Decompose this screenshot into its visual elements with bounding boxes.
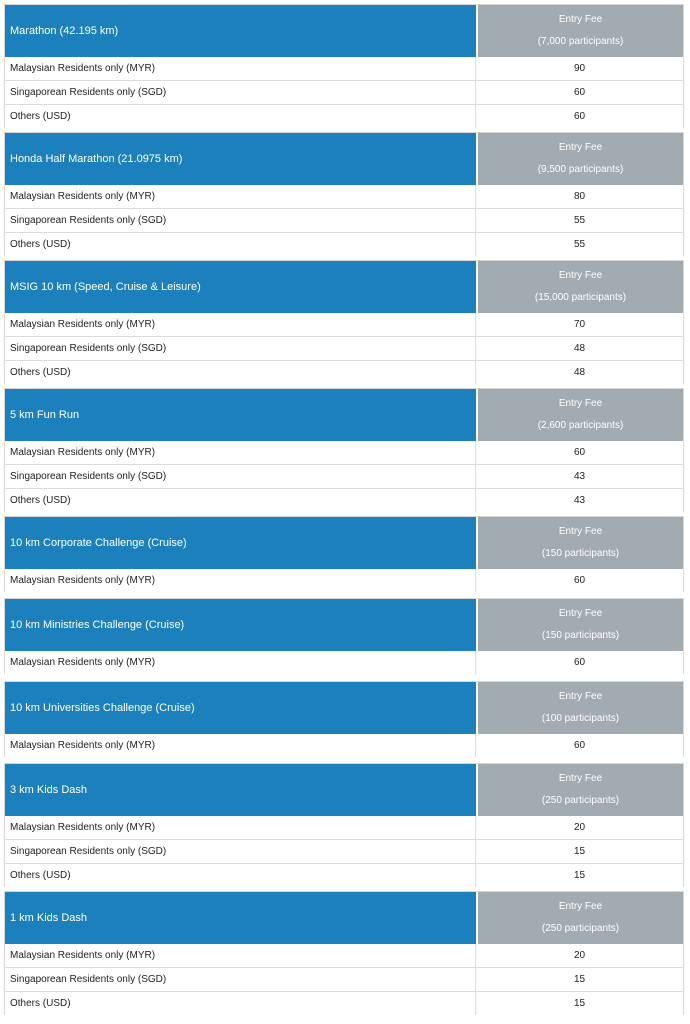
- table-row: [5, 992, 683, 1015]
- section-header: [5, 892, 683, 944]
- residency-label: Malaysian Residents only (MYR): [5, 569, 476, 592]
- table-row: [5, 233, 683, 256]
- residency-label: Malaysian Residents only (MYR): [5, 816, 476, 839]
- entry-fee-header: [476, 517, 683, 569]
- participants-count: (250 participants): [541, 923, 620, 934]
- residency-label: Others (USD): [5, 864, 476, 887]
- fee-value: 60: [573, 447, 586, 458]
- race-section: [4, 4, 684, 128]
- table-row: [5, 816, 683, 840]
- race-section: [4, 681, 684, 757]
- table-row: [5, 489, 683, 512]
- residency-label: Singaporean Residents only (SGD): [5, 81, 476, 104]
- fee-value: 60: [573, 87, 586, 98]
- section-header: [5, 389, 683, 441]
- entry-fee-label: Entry Fee: [558, 270, 603, 281]
- fee-value: 70: [573, 319, 586, 330]
- fee-value: 60: [573, 740, 586, 751]
- table-row: [5, 944, 683, 968]
- race-title: 5 km Fun Run: [5, 389, 476, 441]
- residency-label: Malaysian Residents only (MYR): [5, 734, 476, 757]
- entry-fee-label: Entry Fee: [558, 526, 603, 537]
- race-section: [4, 891, 684, 1015]
- entry-fee-header: [476, 892, 683, 944]
- residency-label: Malaysian Residents only (MYR): [5, 57, 476, 80]
- race-section: [4, 763, 684, 887]
- fee-value: 43: [573, 471, 586, 482]
- residency-label: Malaysian Residents only (MYR): [5, 185, 476, 208]
- residency-label: Malaysian Residents only (MYR): [5, 313, 476, 336]
- race-title: 10 km Ministries Challenge (Cruise): [5, 599, 476, 651]
- section-header: [5, 133, 683, 185]
- race-title: 10 km Corporate Challenge (Cruise): [5, 517, 476, 569]
- residency-label: Singaporean Residents only (SGD): [5, 337, 476, 360]
- fee-value: 90: [573, 63, 586, 74]
- table-row: [5, 185, 683, 209]
- entry-fee-header: [476, 599, 683, 651]
- entry-fee-label: Entry Fee: [558, 398, 603, 409]
- entry-fee-header: [476, 5, 683, 57]
- fee-value: 55: [573, 239, 586, 250]
- table-row: [5, 361, 683, 384]
- entry-fee-header: [476, 261, 683, 313]
- residency-label: Malaysian Residents only (MYR): [5, 651, 476, 674]
- participants-count: (7,000 participants): [537, 36, 624, 47]
- entry-fee-header: [476, 764, 683, 816]
- participants-count: (9,500 participants): [537, 164, 624, 175]
- race-title: Honda Half Marathon (21.0975 km): [5, 133, 476, 185]
- entry-fee-label: Entry Fee: [558, 901, 603, 912]
- residency-label: Singaporean Residents only (SGD): [5, 209, 476, 232]
- fee-value: 15: [573, 974, 586, 985]
- fee-value: 80: [573, 191, 586, 202]
- residency-label: Others (USD): [5, 361, 476, 384]
- fee-value: 55: [573, 215, 586, 226]
- fee-value: 15: [573, 998, 586, 1009]
- entry-fee-label: Entry Fee: [558, 14, 603, 25]
- table-row: [5, 840, 683, 864]
- race-section: [4, 132, 684, 256]
- section-header: [5, 764, 683, 816]
- residency-label: Others (USD): [5, 489, 476, 512]
- residency-label: Malaysian Residents only (MYR): [5, 441, 476, 464]
- table-row: [5, 651, 683, 674]
- fee-value: 15: [573, 870, 586, 881]
- race-title: MSIG 10 km (Speed, Cruise & Leisure): [5, 261, 476, 313]
- participants-count: (150 participants): [541, 548, 620, 559]
- race-section: [4, 516, 684, 592]
- residency-label: Others (USD): [5, 992, 476, 1015]
- table-row: [5, 734, 683, 757]
- entry-fee-header: [476, 682, 683, 734]
- section-header: [5, 599, 683, 651]
- table-row: [5, 569, 683, 592]
- residency-label: Singaporean Residents only (SGD): [5, 968, 476, 991]
- fee-value: 20: [573, 950, 586, 961]
- section-header: [5, 261, 683, 313]
- residency-label: Singaporean Residents only (SGD): [5, 840, 476, 863]
- residency-label: Others (USD): [5, 233, 476, 256]
- fee-value: 15: [573, 846, 586, 857]
- race-section: [4, 260, 684, 384]
- fee-value: 20: [573, 822, 586, 833]
- entry-fee-label: Entry Fee: [558, 691, 603, 702]
- participants-count: (15,000 participants): [534, 292, 627, 303]
- entry-fee-header: [476, 389, 683, 441]
- participants-count: (250 participants): [541, 795, 620, 806]
- table-row: [5, 105, 683, 128]
- race-section: [4, 388, 684, 512]
- residency-label: Others (USD): [5, 105, 476, 128]
- entry-fee-label: Entry Fee: [558, 773, 603, 784]
- fee-value: 60: [573, 575, 586, 586]
- fee-value: 60: [573, 657, 586, 668]
- race-title: 1 km Kids Dash: [5, 892, 476, 944]
- table-row: [5, 968, 683, 992]
- participants-count: (150 participants): [541, 630, 620, 641]
- section-header: [5, 5, 683, 57]
- table-row: [5, 864, 683, 887]
- race-title: Marathon (42.195 km): [5, 5, 476, 57]
- entry-fee-header: [476, 133, 683, 185]
- entry-fee-label: Entry Fee: [558, 608, 603, 619]
- table-row: [5, 81, 683, 105]
- race-title: 3 km Kids Dash: [5, 764, 476, 816]
- table-row: [5, 209, 683, 233]
- participants-count: (2,600 participants): [537, 420, 624, 431]
- table-row: [5, 337, 683, 361]
- fee-value: 43: [573, 495, 586, 506]
- fee-value: 48: [573, 367, 586, 378]
- table-row: [5, 313, 683, 337]
- residency-label: Singaporean Residents only (SGD): [5, 465, 476, 488]
- race-title: 10 km Universities Challenge (Cruise): [5, 682, 476, 734]
- table-row: [5, 57, 683, 81]
- section-header: [5, 517, 683, 569]
- fee-value: 60: [573, 111, 586, 122]
- residency-label: Malaysian Residents only (MYR): [5, 944, 476, 967]
- section-header: [5, 682, 683, 734]
- participants-count: (100 participants): [541, 713, 620, 724]
- table-row: [5, 441, 683, 465]
- table-row: [5, 465, 683, 489]
- fee-value: 48: [573, 343, 586, 354]
- entry-fee-label: Entry Fee: [558, 142, 603, 153]
- race-section: [4, 598, 684, 674]
